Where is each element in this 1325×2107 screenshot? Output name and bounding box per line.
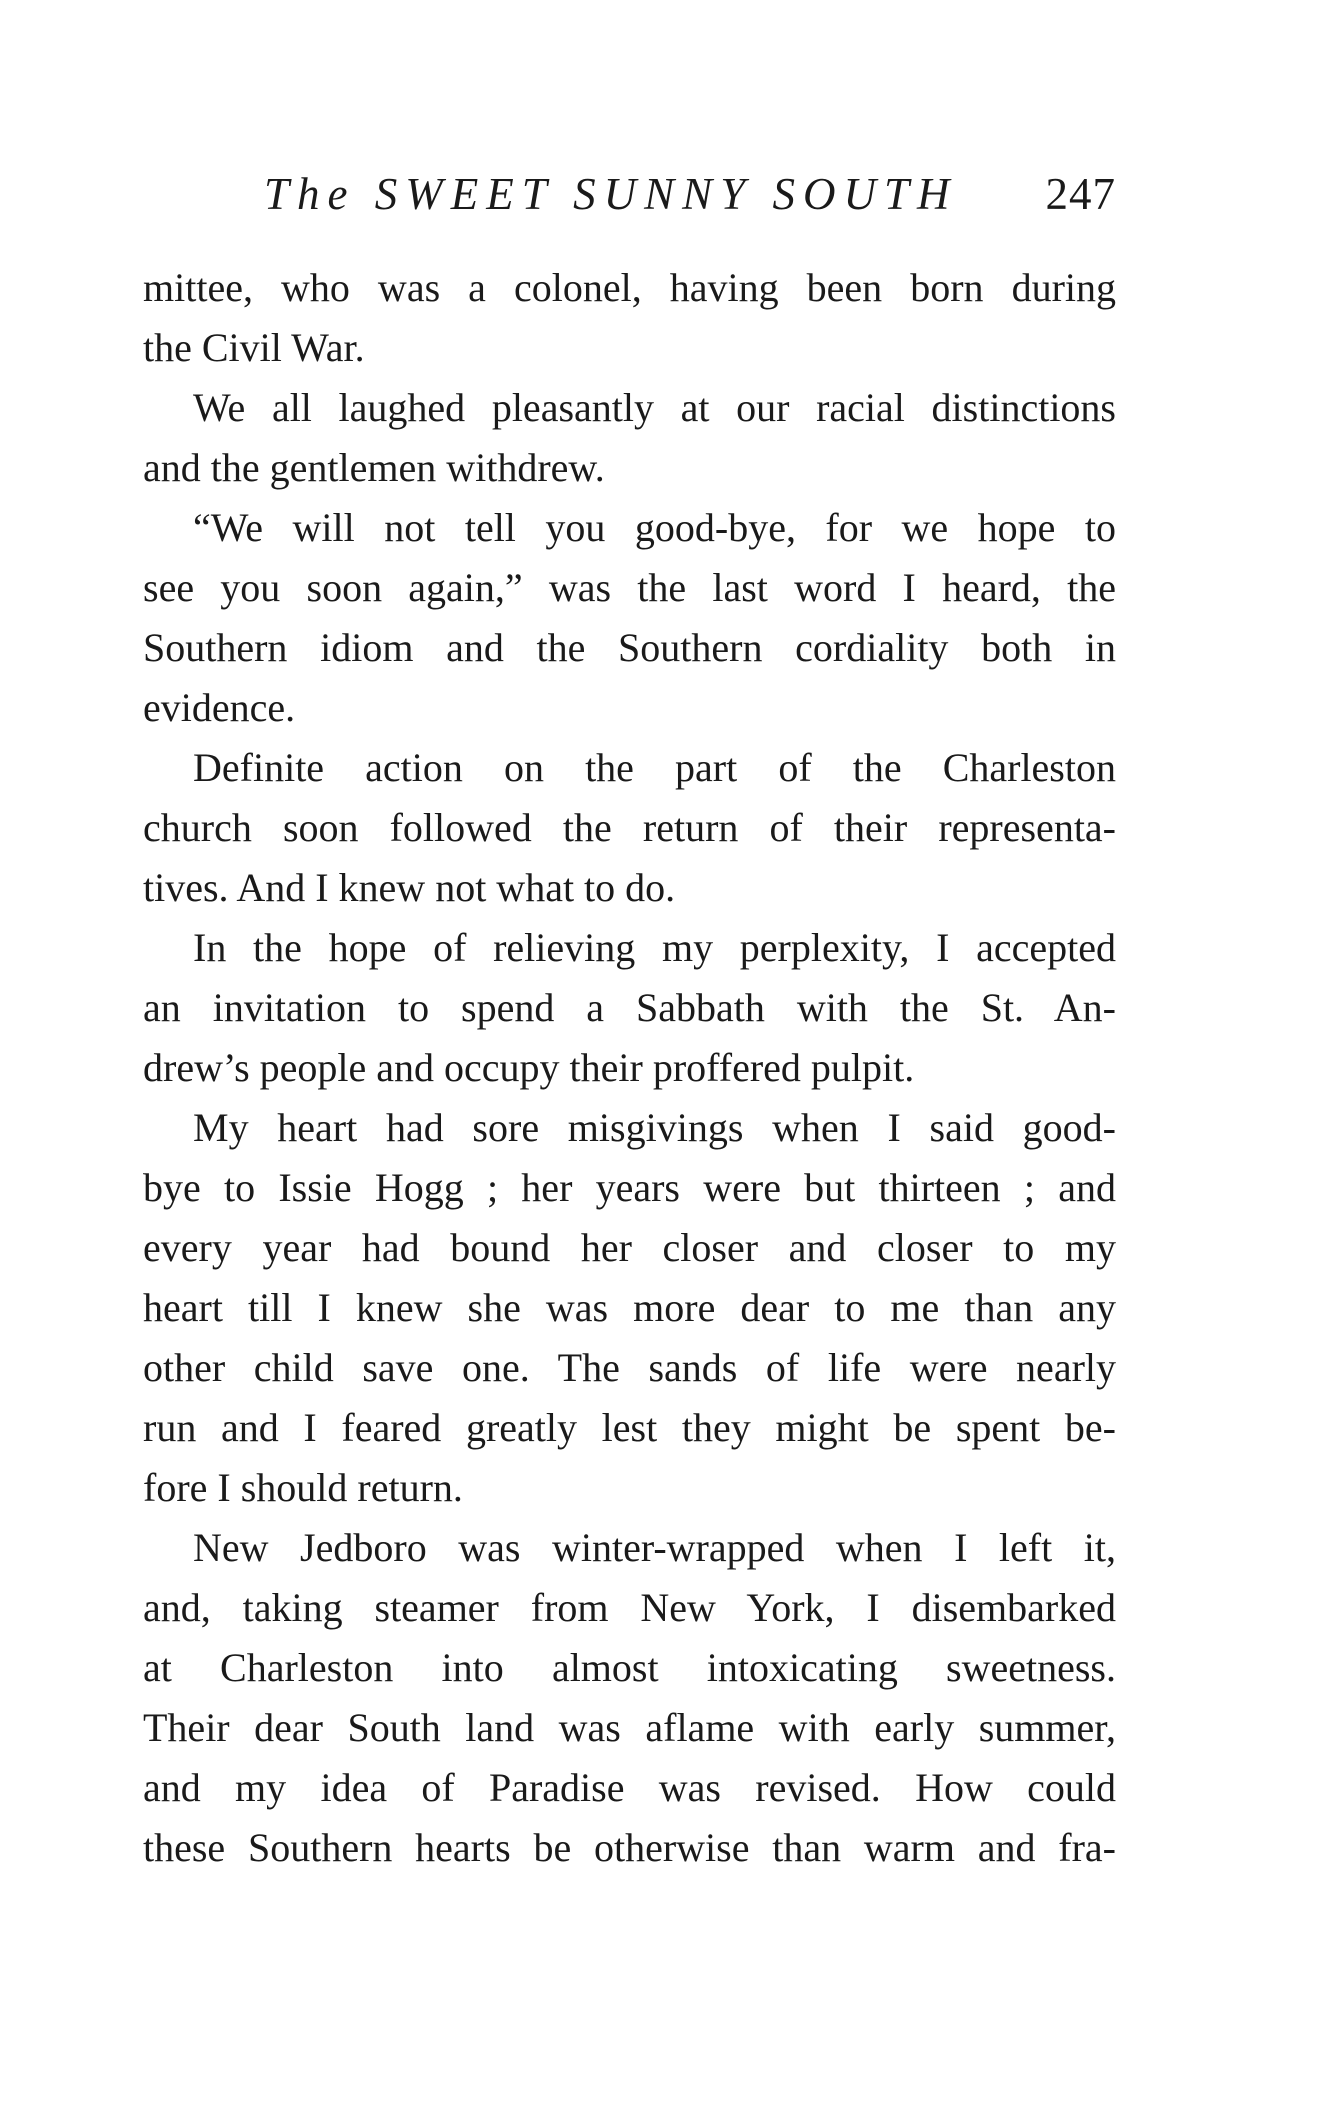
text-line: other child save one. The sands of life were nearly bbox=[143, 1345, 1116, 1390]
text-line: the Civil War. bbox=[143, 325, 365, 370]
page-number: 247 bbox=[1045, 169, 1116, 219]
text-line: an invitation to spend a Sabbath with the St. An- bbox=[143, 985, 1116, 1030]
text-line: see you soon again,” was the last word I heard, the bbox=[143, 565, 1116, 610]
text-line: We all laughed pleasantly at our racial distinctions bbox=[193, 385, 1116, 430]
body-text bbox=[143, 258, 1116, 1878]
text-line: at Charleston into almost intoxicating sweetness. bbox=[143, 1645, 1116, 1690]
text-line: bye to Issie Hogg ; her years were but thirteen ; and bbox=[143, 1165, 1116, 1210]
text-line: every year had bound her closer and closer to my bbox=[143, 1225, 1116, 1270]
text-line: “We will not tell you good-bye, for we hope to bbox=[193, 505, 1116, 550]
text-line: drew’s people and occupy their proffered pulpit. bbox=[143, 1045, 915, 1090]
text-line: My heart had sore misgivings when I said good- bbox=[193, 1105, 1116, 1150]
running-title: The SWEET SUNNY SOUTH bbox=[264, 169, 958, 219]
text-line: evidence. bbox=[143, 685, 296, 730]
text-line: and my idea of Paradise was revised. How could bbox=[143, 1765, 1116, 1810]
text-line: and the gentlemen withdrew. bbox=[143, 445, 605, 490]
text-line: In the hope of relieving my perplexity, I accepted bbox=[193, 925, 1116, 970]
text-line: these Southern hearts be otherwise than warm and fra- bbox=[143, 1825, 1116, 1870]
text-line: mittee, who was a colonel, having been born during bbox=[143, 265, 1116, 310]
text-line: Definite action on the part of the Charleston bbox=[193, 745, 1116, 790]
text-line: tives. And I knew not what to do. bbox=[143, 865, 676, 910]
text-line: church soon followed the return of their representa- bbox=[143, 805, 1116, 850]
running-header bbox=[264, 168, 1116, 228]
text-line: and, taking steamer from New York, I disembarked bbox=[143, 1585, 1116, 1630]
text-line: run and I feared greatly lest they might be spent be- bbox=[143, 1405, 1116, 1450]
text-line: Their dear South land was aflame with early summer, bbox=[143, 1705, 1116, 1750]
text-line: New Jedboro was winter-wrapped when I left it, bbox=[193, 1525, 1116, 1570]
text-line: heart till I knew she was more dear to me than any bbox=[143, 1285, 1116, 1330]
text-line: fore I should return. bbox=[143, 1465, 463, 1510]
text-line: Southern idiom and the Southern cordiality both in bbox=[143, 625, 1116, 670]
